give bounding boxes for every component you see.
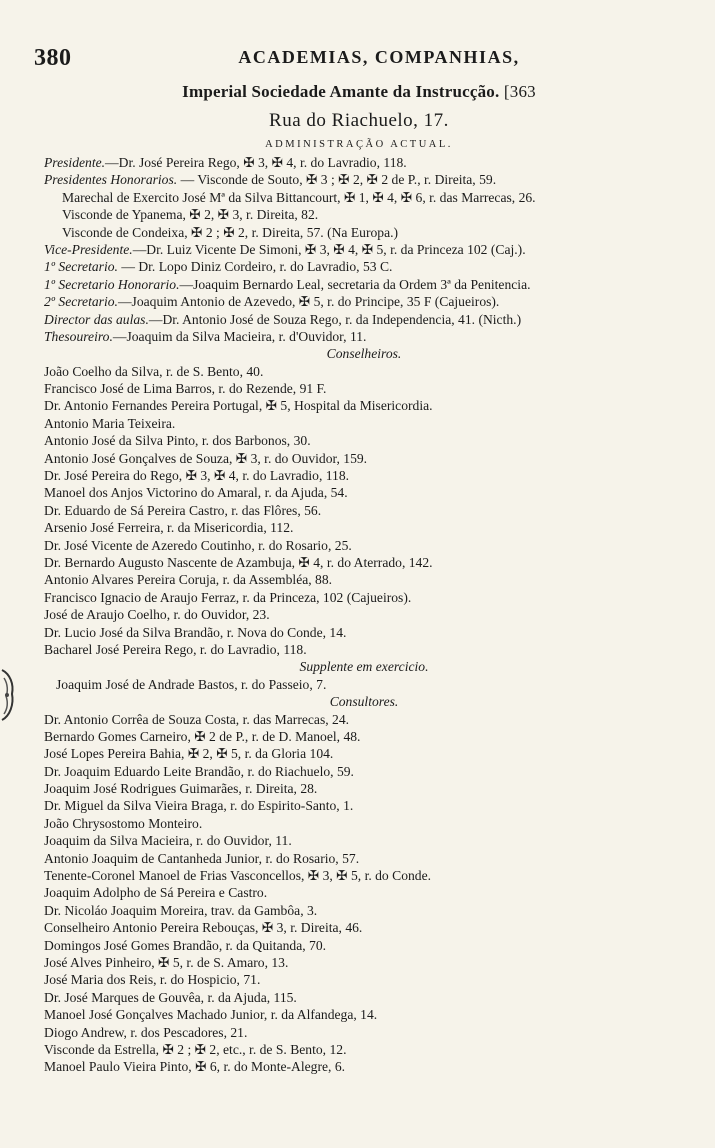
consultores-heading: Consultores. (329, 694, 399, 710)
consultores-entry: Domingos José Gomes Brandão, r. da Quitanda, 70. (44, 937, 327, 953)
conselheiros-entry: Dr. Antonio Fernandes Pereira Portugal, ✠ 5, Hospital da Misericordia. (44, 398, 433, 414)
officer-line (44, 276, 684, 293)
officer-entry: Marechal de Exercito José Mª da Silva Bittancourt, ✠ 1, ✠ 4, ✠ 6, r. das Marrecas, 26. (62, 189, 536, 205)
running-head: ACADEMIAS, COMPANHIAS, (238, 47, 520, 67)
officer-line (44, 258, 684, 275)
consultores-entry: Conselheiro Antonio Pereira Rebouças, ✠ 3, r. Direita, 46. (44, 920, 363, 936)
officer-entry: —Dr. José Pereira Rego, ✠ 3, ✠ 4, r. do Lavradio, 118. (105, 155, 407, 170)
officer-line (44, 154, 684, 171)
conselheiros-entry: José de Araujo Coelho, r. do Ouvidor, 23. (44, 607, 270, 623)
officer-entry: — Visconde de Souto, ✠ 3 ; ✠ 2, ✠ 2 de P., r. Direita, 59. (177, 172, 497, 188)
conselheiros-entry: Dr. Bernardo Augusto Nascente de Azambuja, ✠ 4, r. do Aterrado, 142. (44, 554, 433, 570)
page-number: 380 (34, 45, 72, 71)
officer-entry: —Joaquim da Silva Macieira, r. d'Ouvidor, 11. (112, 328, 367, 344)
officer-role: 1º Secretario Honorario. (44, 276, 180, 292)
conselheiros-entry: Arsenio José Ferreira, r. da Misericordia, 112. (44, 520, 294, 536)
officer-role: Presidente. (44, 155, 106, 170)
officer-role: 2º Secretario. (44, 294, 118, 310)
society-title (34, 82, 684, 102)
officer-entry: — Dr. Lopo Diniz Cordeiro, r. do Lavradio, 53 C. (117, 259, 393, 275)
officer-entry: —Dr. Antonio José de Souza Rego, r. da Independencia, 41. (Nicth.) (148, 311, 522, 327)
consultores-entry: Joaquim da Silva Macieira, r. do Ouvidor, 11. (44, 833, 292, 849)
conselheiros-entry: Antonio José Gonçalves de Souza, ✠ 3, r. do Ouvidor, 159. (44, 450, 368, 466)
consultores-entry: Dr. Nicoláo Joaquim Moreira, trav. da Gambôa, 3. (44, 902, 318, 918)
page-header (34, 45, 684, 73)
officer-entry: —Dr. Luiz Vicente De Simoni, ✠ 3, ✠ 4, ✠ 5, r. da Princeza 102 (Caj.). (132, 241, 526, 257)
consultores-list (44, 711, 684, 1076)
conselheiros-heading: Conselheiros. (326, 346, 402, 362)
consultores-entry: Manoel José Gonçalves Machado Junior, r. da Alfandega, 14. (44, 1007, 378, 1023)
conselheiros-entry: Francisco José de Lima Barros, r. do Rezende, 91 F. (44, 381, 327, 397)
consultores-entry: Diogo Andrew, r. dos Pescadores, 21. (44, 1024, 248, 1040)
conselheiros-entry: Francisco Ignacio de Araujo Ferraz, r. da Princeza, 102 (Cajueiros). (44, 589, 412, 605)
officer-line (44, 293, 684, 310)
conselheiros-entry: Dr. Eduardo de Sá Pereira Castro, r. das Flôres, 56. (44, 502, 322, 518)
officer-role: 1º Secretario. (44, 259, 118, 275)
officer-entry: —Joaquim Bernardo Leal, secretaria da Ordem 3ª da Penitencia. (179, 276, 531, 292)
conselheiros-entry: Bacharel José Pereira Rego, r. do Lavradio, 118. (44, 641, 307, 657)
officer-line (44, 311, 684, 328)
conselheiros-entry: Antonio Maria Teixeira. (44, 415, 176, 431)
document-body (44, 154, 684, 1076)
officer-line (44, 171, 684, 188)
consultores-entry: Antonio Joaquim de Cantanheda Junior, r. do Rosario, 57. (44, 850, 360, 866)
conselheiros-entry: João Coelho da Silva, r. de S. Bento, 40. (44, 363, 264, 379)
consultores-entry: Visconde da Estrella, ✠ 2 ; ✠ 2, etc., r. de S. Bento, 12. (44, 1041, 347, 1057)
officer-role: Thesoureiro. (44, 328, 113, 344)
officer-role: Director das aulas. (44, 311, 149, 327)
binding-ornament-icon (0, 666, 18, 724)
conselheiros-entry: Dr. José Pereira do Rego, ✠ 3, ✠ 4, r. do Lavradio, 118. (44, 468, 350, 484)
consultores-entry: José Alves Pinheiro, ✠ 5, r. de S. Amaro, 13. (44, 954, 289, 970)
conselheiros-entry: Antonio José da Silva Pinto, r. dos Barbonos, 30. (44, 433, 311, 449)
officer-role: Presidentes Honorarios. (44, 172, 178, 188)
supplente-entry: Joaquim José de Andrade Bastos, r. do Passeio, 7. (56, 676, 327, 692)
conselheiros-entry: Antonio Alvares Pereira Coruja, r. da Assembléa, 88. (44, 572, 333, 588)
officer-line (44, 206, 684, 223)
officer-line (44, 241, 684, 258)
consultores-entry: José Lopes Pereira Bahia, ✠ 2, ✠ 5, r. da Gloria 104. (44, 746, 334, 762)
conselheiros-entry: Dr. José Vicente de Azeredo Coutinho, r. do Rosario, 25. (44, 537, 352, 553)
conselheiros-entry: Dr. Lucio José da Silva Brandão, r. Nova do Conde, 14. (44, 624, 347, 640)
consultores-entry: Joaquim Adolpho de Sá Pereira e Castro. (44, 885, 268, 901)
consultores-entry: Dr. Joaquim Eduardo Leite Brandão, r. do Riachuelo, 59. (44, 763, 354, 779)
officer-entry: Visconde de Ypanema, ✠ 2, ✠ 3, r. Direita, 82. (62, 207, 319, 223)
conselheiros-list (44, 363, 684, 659)
officer-role: Vice-Presidente. (44, 241, 133, 257)
supplente-heading: Supplente em exercicio. (299, 659, 429, 675)
society-pageref: [363 (503, 82, 536, 101)
consultores-entry: Bernardo Gomes Carneiro, ✠ 2 de P., r. de D. Manoel, 48. (44, 728, 361, 744)
consultores-entry: João Chrysostomo Monteiro. (44, 815, 203, 831)
consultores-entry: Dr. José Marques de Gouvêa, r. da Ajuda, 115. (44, 989, 297, 1005)
consultores-entry: José Maria dos Reis, r. do Hospicio, 71. (44, 972, 261, 988)
consultores-entry: Dr. Miguel da Silva Vieira Braga, r. do Espirito-Santo, 1. (44, 798, 354, 814)
consultores-entry: Manoel Paulo Vieira Pinto, ✠ 6, r. do Monte-Alegre, 6. (44, 1059, 346, 1075)
section-heading: ADMINISTRAÇÃO ACTUAL. (265, 139, 453, 150)
officer-line (44, 189, 684, 206)
consultores-entry: Joaquim José Rodrigues Guimarães, r. Direita, 28. (44, 781, 318, 797)
officer-entry: —Joaquim Antonio de Azevedo, ✠ 5, r. do Principe, 35 F (Cajueiros). (117, 294, 500, 310)
society-title-text: Imperial Sociedade Amante da Instrucção. (182, 82, 500, 101)
consultores-entry: Tenente-Coronel Manoel de Frias Vasconcellos, ✠ 3, ✠ 5, r. do Conde. (44, 868, 432, 884)
conselheiros-entry: Manoel dos Anjos Victorino do Amaral, r. da Ajuda, 54. (44, 485, 348, 501)
officer-line (44, 224, 684, 241)
society-address: Rua do Riachuelo, 17. (269, 110, 449, 131)
supplente-list (44, 676, 684, 693)
officer-entry: Visconde de Condeixa, ✠ 2 ; ✠ 2, r. Direita, 57. (Na Europa.) (62, 224, 399, 240)
officers-list (44, 154, 684, 345)
officer-line (44, 328, 684, 345)
consultores-entry: Dr. Antonio Corrêa de Souza Costa, r. das Marrecas, 24. (44, 711, 350, 727)
